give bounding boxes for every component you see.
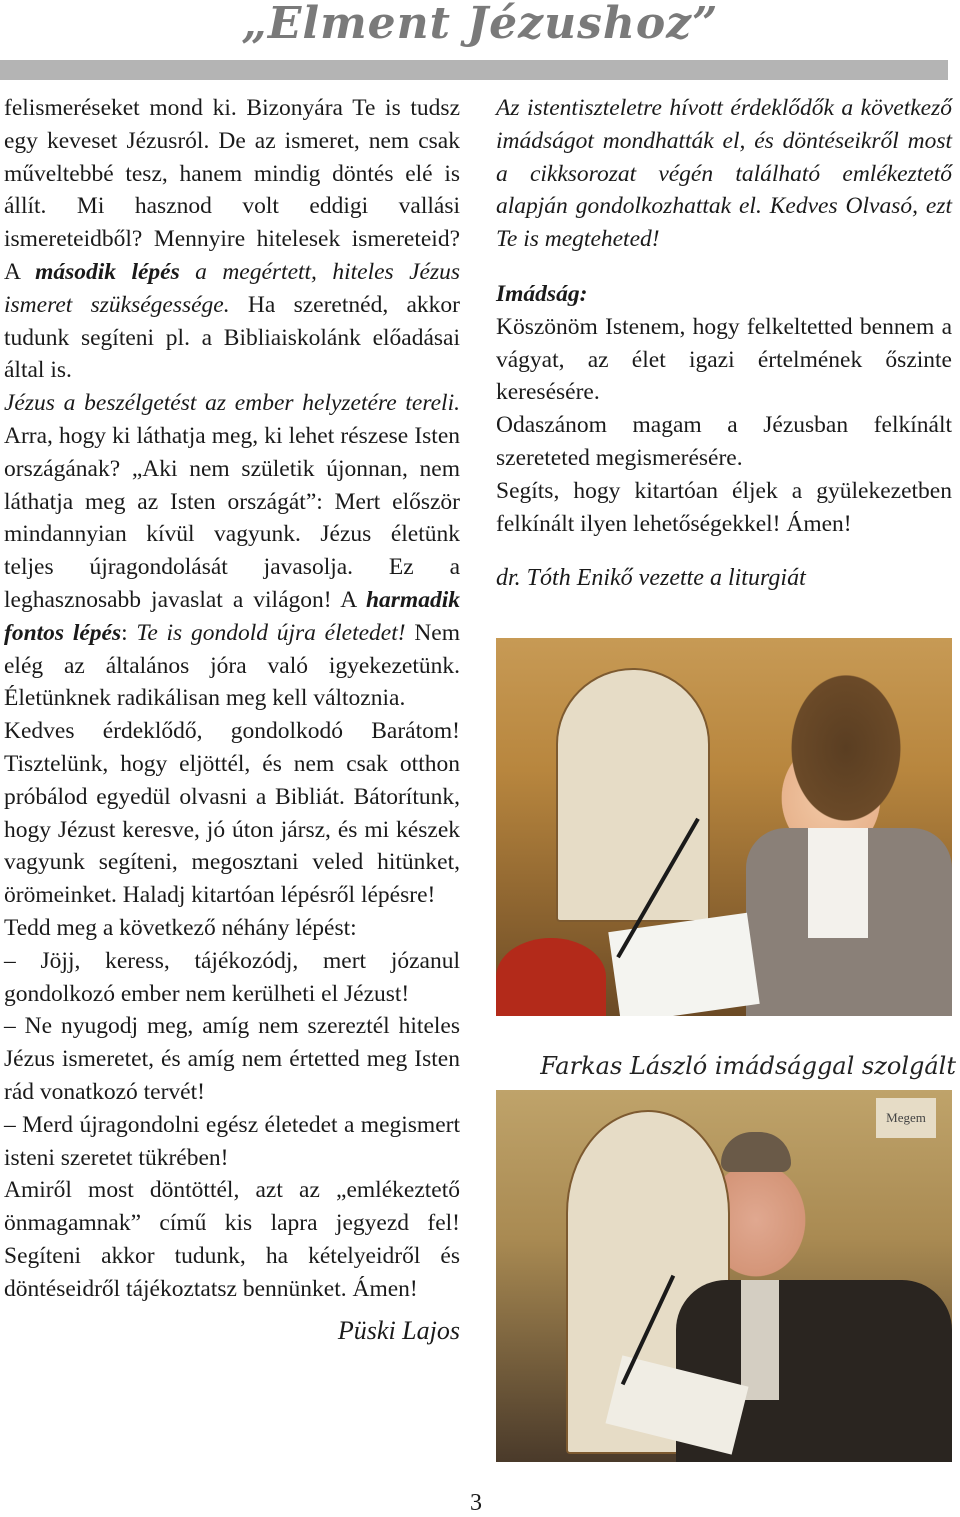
photo-man-reading bbox=[496, 1090, 952, 1462]
page-number: 3 bbox=[470, 1490, 482, 1516]
prayer-paragraph: Segíts, hogy kitartóan éljek a gyülekezetben felkínált ilyen lehetőségekkel! Ámen! bbox=[496, 477, 952, 537]
paragraph: felismeréseket mond ki. Bizonyára Te is tudsz egy keveset Jézusról. De az ismeret, nem csak műveltebbé tesz, hanem mindig döntés elé is állít. Mi hasznod volt eddigi vallási ismereteidből? Mennyire hitelesek ismereteid? A második lépés a megértett, hiteles Jézus ismeret szükségessége. Ha szeretnéd, akkor tudunk segíteni pl. a Bibliaiskolánk előadásai által is. bbox=[4, 95, 460, 384]
paragraph: Tedd meg a következő néhány lépést: bbox=[4, 914, 357, 941]
prayer-title: Imádság: bbox=[496, 280, 588, 307]
page-header-title: „Elment Jézushoz” bbox=[241, 0, 719, 49]
hair bbox=[721, 1132, 791, 1172]
author-signature: Püski Lajos bbox=[337, 1316, 460, 1346]
prayer-paragraph: Köszönöm Istenem, hogy felkeltetted bennem a vágyat, az élet igazi értelmének őszinte keresésére. bbox=[496, 313, 952, 406]
emphasis: harmadik fontos lépés bbox=[4, 586, 460, 646]
paragraph: Jézus a beszélgetést az ember helyzetére tereli. Arra, hogy ki láthatja meg, ki lehet részese Isten országának? „Aki nem születik újonnan, nem láthatja meg az Isten országát”: Mert először mindannyian kívül vagyunk. Jézus életünk teljes újragondolását javasolja. Ez a leghasznosabb javaslat a világon! A harmadik fontos lépés: Te is gondold újra életedet! Nem elég az általános jóra való igyekezetünk. Életünknek radikálisan meg kell változnia. bbox=[4, 390, 461, 712]
photo-caption: Farkas László imádsággal szolgált bbox=[540, 1052, 956, 1080]
right-column bbox=[496, 92, 952, 595]
photo-caption-liturgy: dr. Tóth Enikő vezette a liturgiát bbox=[496, 565, 806, 592]
emphasis: második lépés bbox=[35, 258, 180, 285]
plaque-word: Megem bbox=[876, 1098, 936, 1138]
list-item: – Ne nyugodj meg, amíg nem szereztél hiteles Jézus ismeretet, és amíg nem értetted meg Isten rád vonatkozó tervét! bbox=[4, 1013, 460, 1105]
plaque bbox=[556, 668, 710, 922]
left-column bbox=[4, 92, 460, 1348]
header-rule bbox=[0, 60, 948, 80]
violin bbox=[496, 938, 606, 1016]
paragraph: Kedves érdeklődő, gondolkodó Barátom! Tisztelünk, hogy eljöttél, és nem csak otthon próbálod egyedül olvasni a Bibliát. Bátorítunk, hogy Jézust keresve, jó úton jársz, és mi készek vagyunk segíteni, megosztani veled hitünket, örömeinket. Haladj kitartóan lépésről lépésre! bbox=[4, 718, 460, 909]
list-item: – Jöjj, keress, tájékozódj, mert józanul gondolkozó ember nem kerülheti el Jézust! bbox=[4, 947, 460, 1007]
intro-paragraph: Az istentiszteletre hívott érdeklődők a következő imádságot mondhatták el, és döntéseikről most a cikksorozat végén található emlékeztető alapján gondolkozhattak el. Kedves Olvasó, ezt Te is megteheted! bbox=[496, 95, 952, 253]
paragraph: Amiről most döntöttél, azt az „emlékeztető önmagamnak” című kis lapra jegyezd fel! Segíteni akkor tudunk, ha kételyeidről és döntéseidről tájékoztatsz bennünket. Ámen! bbox=[4, 1177, 460, 1302]
prayer-paragraph: Odaszánom magam a Jézusban felkínált szereteted megismerésére. bbox=[496, 412, 952, 471]
list-item: – Merd újragondolni egész életedet a megismert isteni szeretet tükrében! bbox=[4, 1111, 460, 1171]
photo-woman-reading bbox=[496, 638, 952, 1016]
